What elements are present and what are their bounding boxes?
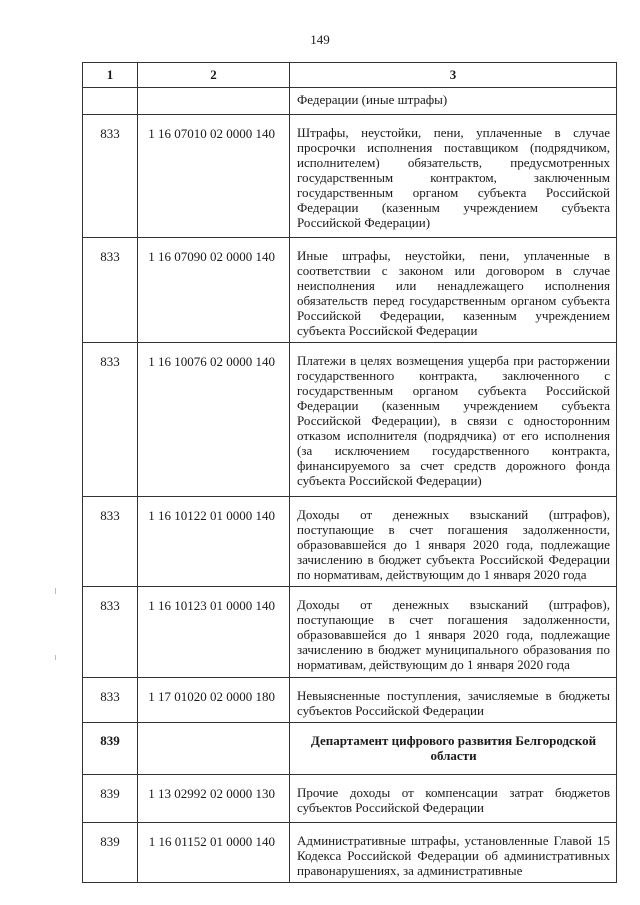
table-row — [83, 775, 617, 823]
budget-code-cell: 1 16 10123 01 0000 140 — [138, 587, 290, 678]
table-row — [83, 823, 617, 883]
table-row — [83, 497, 617, 587]
admin-code-cell: 833 — [83, 343, 138, 497]
table-row — [83, 587, 617, 678]
admin-code-cell: 833 — [83, 238, 138, 343]
header-col-1: 1 — [83, 63, 138, 88]
description-cell: Иные штрафы, неустойки, пени, уплаченные в соответствии с законом или договором в случае неисполнения или ненадлежащего исполнения обязательств перед государственным органом субъекта Российской Федерации, казенным учреждением субъекта Российской Федерации — [290, 238, 617, 343]
description-cell: Штрафы, неустойки, пени, уплаченные в случае просрочки исполнения поставщиком (подрядчиком, исполнителем) обязательств, предусмотренных государственным контрактом, заключенным государственным органом субъекта Российской Федерации (казенным учреждением субъекта Российской Федерации) — [290, 115, 617, 238]
admin-code-cell: 839 — [83, 775, 138, 823]
admin-code-cell: 839 — [83, 723, 138, 775]
budget-code-cell: 1 13 02992 02 0000 130 — [138, 775, 290, 823]
table-row — [83, 115, 617, 238]
description-cell: Невыясненные поступления, зачисляемые в бюджеты субъектов Российской Федерации — [290, 678, 617, 723]
budget-code-cell: 1 16 07010 02 0000 140 — [138, 115, 290, 238]
budget-code-cell: 1 16 10076 02 0000 140 — [138, 343, 290, 497]
budget-code-cell — [138, 88, 290, 115]
description-cell: Федерации (иные штрафы) — [290, 88, 617, 115]
admin-code-cell: 833 — [83, 497, 138, 587]
budget-code-cell: 1 16 01152 01 0000 140 — [138, 823, 290, 883]
table-header-row — [83, 63, 617, 88]
revenue-codes-table — [82, 62, 617, 883]
department-row — [83, 723, 617, 775]
description-cell: Доходы от денежных взысканий (штрафов), поступающие в счет погашения задолженности, образовавшейся до 1 января 2020 года, подлежащие зачислению в бюджет субъекта Российской Федерации по нормативам, действующим до 1 января 2020 года — [290, 497, 617, 587]
description-cell: Прочие доходы от компенсации затрат бюджетов субъектов Российской Федерации — [290, 775, 617, 823]
header-col-2: 2 — [138, 63, 290, 88]
table-row — [83, 88, 617, 115]
scan-margin-mark — [55, 588, 56, 594]
admin-code-cell: 833 — [83, 678, 138, 723]
budget-code-cell: 1 17 01020 02 0000 180 — [138, 678, 290, 723]
table-row — [83, 678, 617, 723]
table-row — [83, 238, 617, 343]
table-row — [83, 343, 617, 497]
page-number: 149 — [310, 32, 330, 47]
header-col-3: 3 — [290, 63, 617, 88]
department-title-cell: Департамент цифрового развития Белгородской области — [290, 723, 617, 775]
admin-code-cell: 833 — [83, 587, 138, 678]
admin-code-cell: 833 — [83, 115, 138, 238]
admin-code-cell: 839 — [83, 823, 138, 883]
budget-code-cell — [138, 723, 290, 775]
scan-margin-mark — [55, 655, 56, 660]
budget-code-cell: 1 16 10122 01 0000 140 — [138, 497, 290, 587]
description-cell: Доходы от денежных взысканий (штрафов), поступающие в счет погашения задолженности, образовавшейся до 1 января 2020 года, подлежащие зачислению в бюджет муниципального образования по нормативам, действующим до 1 января 2020 года — [290, 587, 617, 678]
description-cell: Платежи в целях возмещения ущерба при расторжении государственного контракта, заключенного с государственным органом субъекта Российской Федерации (казенным учреждением субъекта Российской Федерации), в связи с односторонним отказом исполнителя (подрядчика) от его исполнения (за исключением государственного контракта, финансируемого за счет средств дорожного фонда субъекта Российской Федерации) — [290, 343, 617, 497]
description-cell: Административные штрафы, установленные Главой 15 Кодекса Российской Федерации об административных правонарушениях, за административные — [290, 823, 617, 883]
budget-code-cell: 1 16 07090 02 0000 140 — [138, 238, 290, 343]
admin-code-cell — [83, 88, 138, 115]
